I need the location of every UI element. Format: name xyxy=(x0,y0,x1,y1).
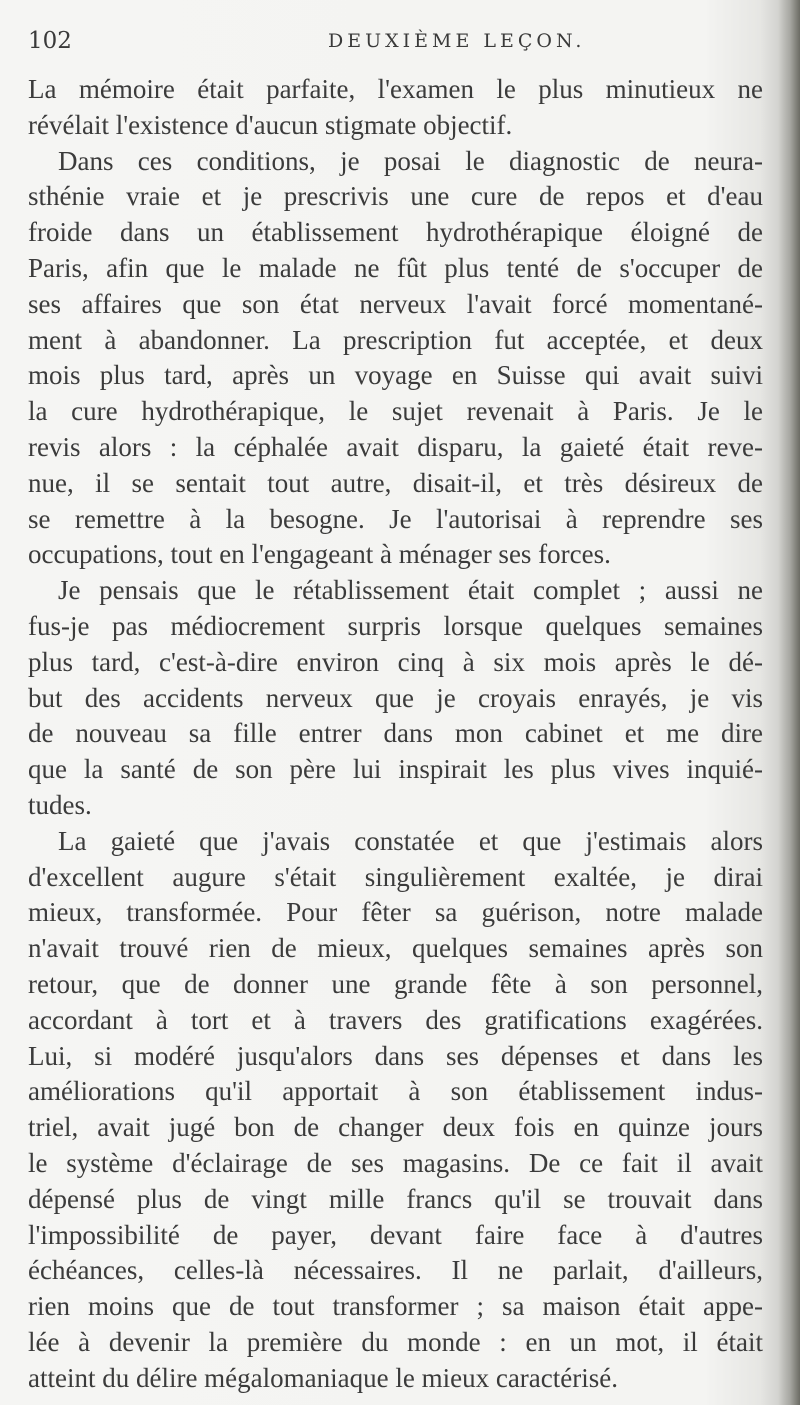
text-line: n'avait trouvé rien de mieux, quelques semaines après son xyxy=(28,933,763,964)
text-line: le système d'éclairage de ses magasins. De ce fait il avait xyxy=(28,1147,763,1178)
text-line: échéances, celles-là nécessaires. Il ne parlait, d'ailleurs, xyxy=(28,1255,763,1286)
text-line: tudes. xyxy=(28,789,92,820)
text-line: Lui, si modéré jusqu'alors dans ses dépenses et dans les xyxy=(28,1040,763,1071)
text-line: fus-je pas médiocrement surpris lorsque quelques semaines xyxy=(28,610,763,641)
text-line: nue, il se sentait tout autre, disait-il, et très désireux de xyxy=(28,467,763,498)
running-head: DEUXIÈME LEÇON. xyxy=(328,30,586,52)
text-line: de nouveau sa fille entrer dans mon cabinet et me dire xyxy=(28,718,763,749)
text-line: améliorations qu'il apportait à son établissement indus- xyxy=(28,1076,763,1107)
text-line: La mémoire était parfaite, l'examen le plus minutieux ne xyxy=(28,74,763,104)
text-line: que la santé de son père lui inspirait les plus vives inquié- xyxy=(28,754,763,785)
text-line: La gaieté que j'avais constatée et que j'estimais alors xyxy=(58,825,763,856)
body-text xyxy=(28,72,763,1396)
text-line: lée à devenir la première du monde : en un mot, il était xyxy=(28,1326,763,1357)
text-line: rien moins que de tout transformer ; sa maison était appe- xyxy=(28,1291,763,1322)
text-line: occupations, tout en l'engageant à ménager ses forces. xyxy=(28,539,611,570)
text-line: dépensé plus de vingt mille francs qu'il se trouvait dans xyxy=(28,1183,763,1214)
text-line: révélait l'existence d'aucun stigmate objectif. xyxy=(28,109,513,140)
text-line: atteint du délire mégalomaniaque le mieux caractérisé. xyxy=(28,1362,618,1393)
text-line: triel, avait jugé bon de changer deux fois en quinze jours xyxy=(28,1112,763,1143)
text-line: sthénie vraie et je prescrivis une cure de repos et d'eau xyxy=(28,181,763,212)
text-line: mieux, transformée. Pour fêter sa guérison, notre malade xyxy=(28,897,763,928)
text-line: ment à abandonner. La prescription fut acceptée, et deux xyxy=(28,324,763,355)
page-number: 102 xyxy=(28,28,72,54)
text-line: ses affaires que son état nerveux l'avait forcé momentané- xyxy=(28,288,763,319)
text-line: froide dans un établissement hydrothérapique éloigné de xyxy=(28,217,763,248)
text-line: se remettre à la besogne. Je l'autorisai à reprendre ses xyxy=(28,503,763,534)
text-line: but des accidents nerveux que je croyais enrayés, je vis xyxy=(28,682,763,713)
text-line: Je pensais que le rétablissement était complet ; aussi ne xyxy=(58,575,763,606)
text-line: retour, que de donner une grande fête à son personnel, xyxy=(28,968,763,999)
text-line: l'impossibilité de payer, devant faire face à d'autres xyxy=(28,1219,763,1250)
text-line: revis alors : la céphalée avait disparu, la gaieté était reve- xyxy=(28,431,763,462)
text-line: Dans ces conditions, je posai le diagnostic de neura- xyxy=(58,145,763,176)
text-line: mois plus tard, après un voyage en Suisse qui avait suivi xyxy=(28,360,763,391)
text-line: d'excellent augure s'était singulièrement exaltée, je dirai xyxy=(28,861,763,892)
page-header xyxy=(28,28,768,64)
text-line: la cure hydrothérapique, le sujet revenait à Paris. Je le xyxy=(28,396,763,427)
text-line: accordant à tort et à travers des gratifications exagérées. xyxy=(28,1004,763,1035)
page-edge-shadow xyxy=(778,0,800,1405)
text-line: plus tard, c'est-à-dire environ cinq à six mois après le dé- xyxy=(28,646,763,677)
text-line: Paris, afin que le malade ne fût plus tenté de s'occuper de xyxy=(28,252,763,283)
